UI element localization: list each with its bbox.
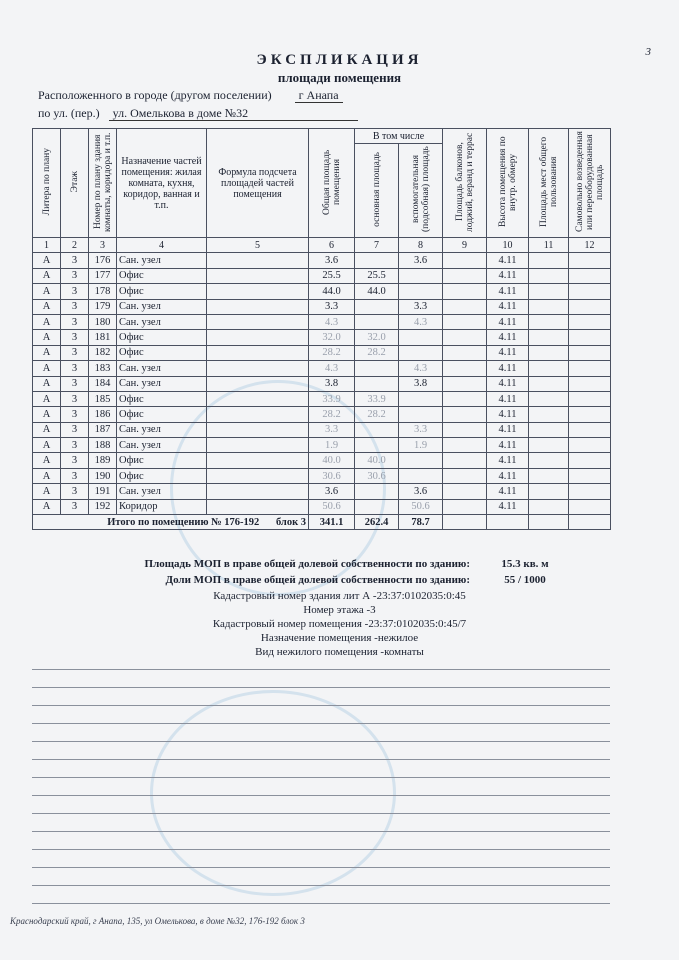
row-formula <box>207 468 309 483</box>
row-formula <box>207 330 309 345</box>
row-total-area: 1.9 <box>309 438 355 453</box>
row-formula <box>207 391 309 406</box>
table-row <box>33 330 611 345</box>
row-common-area <box>529 468 569 483</box>
row-formula <box>207 284 309 299</box>
row-self-built <box>569 314 611 329</box>
row-total-area: 3.8 <box>309 376 355 391</box>
row-common-area <box>529 284 569 299</box>
row-total-area: 33.9 <box>309 391 355 406</box>
row-purpose: Сан. узел <box>117 361 207 376</box>
row-floor: 3 <box>61 299 89 314</box>
ruled-line <box>32 742 610 760</box>
row-height: 4.11 <box>487 330 529 345</box>
table-row <box>33 484 611 499</box>
row-floor: 3 <box>61 422 89 437</box>
row-purpose: Офис <box>117 468 207 483</box>
row-purpose: Сан. узел <box>117 299 207 314</box>
room-purpose: Назначение помещения -нежилое <box>260 632 419 644</box>
row-floor: 3 <box>61 253 89 268</box>
ruled-line <box>32 832 610 850</box>
mop-share-label: Доли МОП в праве общей долевой собственности по зданию: <box>165 574 470 586</box>
row-total-area: 3.6 <box>309 253 355 268</box>
table-row <box>33 453 611 468</box>
header-self-built: Самовольно возведенная или переоборудованная площадь <box>569 129 611 238</box>
row-room-number: 178 <box>89 284 117 299</box>
row-litera: А <box>33 376 61 391</box>
row-self-built <box>569 268 611 283</box>
row-self-built <box>569 253 611 268</box>
row-main-area: 44.0 <box>355 284 399 299</box>
row-height: 4.11 <box>487 299 529 314</box>
ruled-line <box>32 850 610 868</box>
row-purpose: Сан. узел <box>117 484 207 499</box>
row-formula <box>207 376 309 391</box>
row-formula <box>207 407 309 422</box>
row-formula <box>207 361 309 376</box>
row-floor: 3 <box>61 484 89 499</box>
row-room-number: 179 <box>89 299 117 314</box>
row-self-built <box>569 284 611 299</box>
row-balcony <box>443 345 487 360</box>
row-self-built <box>569 330 611 345</box>
row-height: 4.11 <box>487 468 529 483</box>
header-room-number: Номер по плану здания комнаты, коридора и т.п. <box>89 129 117 238</box>
ruled-line <box>32 652 610 670</box>
row-aux-area <box>399 268 443 283</box>
table-row <box>33 438 611 453</box>
row-floor: 3 <box>61 268 89 283</box>
header-aux-area: вспомогательная (подсобная) площадь <box>399 144 443 238</box>
row-floor: 3 <box>61 468 89 483</box>
row-aux-area <box>399 453 443 468</box>
row-main-area <box>355 438 399 453</box>
row-room-number: 183 <box>89 361 117 376</box>
row-main-area <box>355 484 399 499</box>
row-height: 4.11 <box>487 422 529 437</box>
totals-aux: 78.7 <box>399 515 443 530</box>
row-room-number: 190 <box>89 468 117 483</box>
header-total-area: Общая площадь помещения <box>309 129 355 238</box>
row-common-area <box>529 391 569 406</box>
row-purpose: Сан. узел <box>117 314 207 329</box>
row-purpose: Офис <box>117 453 207 468</box>
ruled-line <box>32 868 610 886</box>
location-line-street <box>38 106 358 121</box>
row-common-area <box>529 268 569 283</box>
row-common-area <box>529 499 569 514</box>
totals-label: Итого по помещению № 176-192 <box>107 516 260 528</box>
ruled-line <box>32 814 610 832</box>
row-total-area: 32.0 <box>309 330 355 345</box>
row-litera: А <box>33 468 61 483</box>
row-purpose: Сан. узел <box>117 253 207 268</box>
row-main-area <box>355 253 399 268</box>
row-room-number: 180 <box>89 314 117 329</box>
ruled-line <box>32 724 610 742</box>
mop-area-label: Площадь МОП в праве общей долевой собственности по зданию: <box>144 558 470 570</box>
mop-share-value: 55 / 1000 <box>504 574 546 586</box>
row-purpose: Сан. узел <box>117 376 207 391</box>
row-main-area: 30.6 <box>355 468 399 483</box>
row-room-number: 177 <box>89 268 117 283</box>
table-body <box>33 253 611 515</box>
row-aux-area: 4.3 <box>399 314 443 329</box>
row-height: 4.11 <box>487 438 529 453</box>
row-self-built <box>569 499 611 514</box>
row-total-area: 4.3 <box>309 361 355 376</box>
row-self-built <box>569 438 611 453</box>
row-main-area <box>355 299 399 314</box>
row-total-area: 50.6 <box>309 499 355 514</box>
row-floor: 3 <box>61 407 89 422</box>
row-litera: А <box>33 391 61 406</box>
row-balcony <box>443 376 487 391</box>
row-balcony <box>443 438 487 453</box>
table-row <box>33 468 611 483</box>
row-floor: 3 <box>61 345 89 360</box>
table-row <box>33 299 611 314</box>
header-common-area: Площадь мест общего пользования <box>529 129 569 238</box>
floor-number: Номер этажа -3 <box>303 604 376 616</box>
row-purpose: Сан. узел <box>117 438 207 453</box>
row-aux-area: 4.3 <box>399 361 443 376</box>
row-self-built <box>569 376 611 391</box>
ruled-line <box>32 778 610 796</box>
row-common-area <box>529 453 569 468</box>
row-litera: А <box>33 361 61 376</box>
table-row <box>33 284 611 299</box>
row-room-number: 182 <box>89 345 117 360</box>
row-litera: А <box>33 345 61 360</box>
row-main-area: 25.5 <box>355 268 399 283</box>
row-main-area: 33.9 <box>355 391 399 406</box>
mop-area-value: 15.3 кв. м <box>501 558 549 570</box>
row-main-area <box>355 499 399 514</box>
row-formula <box>207 438 309 453</box>
header-floor: Этаж <box>61 129 89 238</box>
row-floor: 3 <box>61 330 89 345</box>
row-floor: 3 <box>61 499 89 514</box>
row-height: 4.11 <box>487 268 529 283</box>
row-self-built <box>569 422 611 437</box>
row-balcony <box>443 453 487 468</box>
row-aux-area <box>399 284 443 299</box>
row-balcony <box>443 361 487 376</box>
document-title: ЭКСПЛИКАЦИЯ <box>256 52 423 68</box>
row-aux-area: 3.8 <box>399 376 443 391</box>
row-height: 4.11 <box>487 376 529 391</box>
row-room-number: 186 <box>89 407 117 422</box>
header-balcony: Площадь балконов, лоджий, веранд и террас <box>443 129 487 238</box>
row-formula <box>207 453 309 468</box>
row-litera: А <box>33 407 61 422</box>
row-main-area <box>355 376 399 391</box>
table-row <box>33 407 611 422</box>
row-aux-area: 3.3 <box>399 299 443 314</box>
row-purpose: Офис <box>117 268 207 283</box>
empty-ruled-lines <box>32 652 610 904</box>
row-height: 4.11 <box>487 345 529 360</box>
row-formula <box>207 499 309 514</box>
row-total-area: 44.0 <box>309 284 355 299</box>
row-self-built <box>569 361 611 376</box>
row-height: 4.11 <box>487 499 529 514</box>
row-formula <box>207 268 309 283</box>
row-height: 4.11 <box>487 361 529 376</box>
ruled-line <box>32 688 610 706</box>
row-height: 4.11 <box>487 391 529 406</box>
row-self-built <box>569 299 611 314</box>
row-main-area <box>355 314 399 329</box>
row-purpose: Офис <box>117 330 207 345</box>
row-room-number: 188 <box>89 438 117 453</box>
header-formula: Формула подсчета площадей частей помещения <box>207 129 309 238</box>
row-balcony <box>443 499 487 514</box>
row-formula <box>207 314 309 329</box>
room-kind: Вид нежилого помещения -комнаты <box>255 646 424 658</box>
row-room-number: 184 <box>89 376 117 391</box>
row-balcony <box>443 330 487 345</box>
row-main-area: 28.2 <box>355 407 399 422</box>
cadastral-building: Кадастровый номер здания лит А -23:37:0102035:0:45 <box>213 590 466 602</box>
row-common-area <box>529 438 569 453</box>
row-litera: А <box>33 453 61 468</box>
row-balcony <box>443 268 487 283</box>
row-litera: А <box>33 284 61 299</box>
row-room-number: 181 <box>89 330 117 345</box>
row-aux-area <box>399 345 443 360</box>
footer-address: Краснодарский край, г Анапа, 135, ул Омелькова, в доме №32, 176-192 блок 3 <box>10 916 305 926</box>
row-purpose: Офис <box>117 345 207 360</box>
row-common-area <box>529 407 569 422</box>
row-common-area <box>529 484 569 499</box>
row-main-area <box>355 422 399 437</box>
row-formula <box>207 345 309 360</box>
table-row <box>33 391 611 406</box>
row-main-area <box>355 361 399 376</box>
row-self-built <box>569 468 611 483</box>
document-subtitle: площади помещения <box>277 70 402 85</box>
row-room-number: 176 <box>89 253 117 268</box>
row-aux-area: 3.3 <box>399 422 443 437</box>
row-total-area: 3.3 <box>309 422 355 437</box>
row-balcony <box>443 299 487 314</box>
row-common-area <box>529 330 569 345</box>
row-self-built <box>569 345 611 360</box>
row-balcony <box>443 422 487 437</box>
totals-block: блок 3 <box>275 516 306 528</box>
ruled-line <box>32 670 610 688</box>
row-formula <box>207 299 309 314</box>
table-row <box>33 268 611 283</box>
row-aux-area: 50.6 <box>399 499 443 514</box>
row-litera: А <box>33 438 61 453</box>
ruled-line <box>32 886 610 904</box>
row-litera: А <box>33 484 61 499</box>
row-height: 4.11 <box>487 253 529 268</box>
row-floor: 3 <box>61 284 89 299</box>
row-main-area: 28.2 <box>355 345 399 360</box>
cadastral-room: Кадастровый номер помещения -23:37:0102035:0:45/7 <box>212 618 467 630</box>
row-balcony <box>443 284 487 299</box>
row-height: 4.11 <box>487 484 529 499</box>
row-aux-area <box>399 391 443 406</box>
row-balcony <box>443 391 487 406</box>
explication-table <box>32 128 611 530</box>
row-purpose: Сан. узел <box>117 422 207 437</box>
location-street-label: по ул. (пер.) <box>38 106 100 120</box>
row-self-built <box>569 484 611 499</box>
totals-main: 262.4 <box>355 515 399 530</box>
row-height: 4.11 <box>487 314 529 329</box>
ruled-line <box>32 760 610 778</box>
row-floor: 3 <box>61 453 89 468</box>
row-purpose: Офис <box>117 391 207 406</box>
header-height: Высота помещения по внутр. обмеру <box>487 129 529 238</box>
row-aux-area <box>399 407 443 422</box>
table-row <box>33 361 611 376</box>
row-total-area: 30.6 <box>309 468 355 483</box>
row-formula <box>207 422 309 437</box>
row-main-area: 32.0 <box>355 330 399 345</box>
row-total-area: 28.2 <box>309 345 355 360</box>
totals-row <box>33 515 611 530</box>
row-aux-area <box>399 330 443 345</box>
row-purpose: Офис <box>117 407 207 422</box>
row-formula <box>207 484 309 499</box>
row-total-area: 25.5 <box>309 268 355 283</box>
row-aux-area: 1.9 <box>399 438 443 453</box>
table-row <box>33 253 611 268</box>
row-litera: А <box>33 314 61 329</box>
row-balcony <box>443 484 487 499</box>
row-litera: А <box>33 268 61 283</box>
row-room-number: 185 <box>89 391 117 406</box>
row-total-area: 3.3 <box>309 299 355 314</box>
location-line-city <box>38 88 343 103</box>
header-main-area: основная площадь <box>355 144 399 238</box>
row-floor: 3 <box>61 391 89 406</box>
row-purpose: Коридор <box>117 499 207 514</box>
row-floor: 3 <box>61 314 89 329</box>
row-purpose: Офис <box>117 284 207 299</box>
table-row <box>33 314 611 329</box>
row-balcony <box>443 407 487 422</box>
row-floor: 3 <box>61 438 89 453</box>
row-self-built <box>569 391 611 406</box>
row-floor: 3 <box>61 361 89 376</box>
row-common-area <box>529 422 569 437</box>
row-total-area: 28.2 <box>309 407 355 422</box>
row-litera: А <box>33 299 61 314</box>
row-common-area <box>529 314 569 329</box>
row-total-area: 40.0 <box>309 453 355 468</box>
table-row <box>33 345 611 360</box>
ruled-line <box>32 706 610 724</box>
header-including: В том числе <box>355 129 443 144</box>
row-litera: А <box>33 499 61 514</box>
row-aux-area: 3.6 <box>399 484 443 499</box>
row-common-area <box>529 345 569 360</box>
row-height: 4.11 <box>487 284 529 299</box>
row-formula <box>207 253 309 268</box>
header-purpose: Назначение частей помещения: жилая комната, кухня, коридор, ванная и т.п. <box>117 129 207 238</box>
row-main-area: 40.0 <box>355 453 399 468</box>
row-litera: А <box>33 330 61 345</box>
row-balcony <box>443 314 487 329</box>
row-self-built <box>569 453 611 468</box>
ruled-line <box>32 796 610 814</box>
location-street-value: ул. Омелькова в доме №32 <box>109 106 358 121</box>
row-room-number: 192 <box>89 499 117 514</box>
row-height: 4.11 <box>487 407 529 422</box>
table-row <box>33 376 611 391</box>
location-city-value: г Анапа <box>295 88 343 103</box>
table-row <box>33 499 611 514</box>
row-height: 4.11 <box>487 453 529 468</box>
totals-total: 341.1 <box>309 515 355 530</box>
row-room-number: 187 <box>89 422 117 437</box>
page-number: 3 <box>645 46 651 58</box>
row-balcony <box>443 253 487 268</box>
row-aux-area <box>399 468 443 483</box>
row-common-area <box>529 376 569 391</box>
row-aux-area: 3.6 <box>399 253 443 268</box>
row-total-area: 3.6 <box>309 484 355 499</box>
table-row <box>33 422 611 437</box>
row-litera: А <box>33 253 61 268</box>
row-room-number: 191 <box>89 484 117 499</box>
row-room-number: 189 <box>89 453 117 468</box>
header-litera: Литера по плану <box>33 129 61 238</box>
row-balcony <box>443 468 487 483</box>
row-litera: А <box>33 422 61 437</box>
row-common-area <box>529 361 569 376</box>
column-number-row: 1 2 3 4 5 6 7 8 9 10 11 12 <box>33 238 611 253</box>
row-common-area <box>529 253 569 268</box>
row-common-area <box>529 299 569 314</box>
row-self-built <box>569 407 611 422</box>
totals-label-cell <box>33 515 309 530</box>
location-city-label: Расположенного в городе (другом поселении) <box>38 88 272 102</box>
row-floor: 3 <box>61 376 89 391</box>
row-total-area: 4.3 <box>309 314 355 329</box>
